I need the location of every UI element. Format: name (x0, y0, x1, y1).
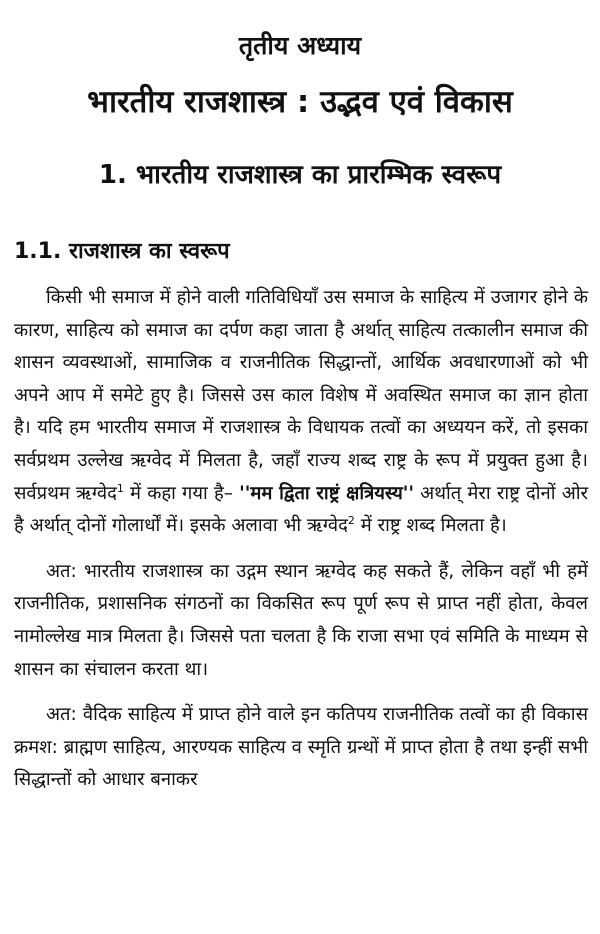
paragraph-1 (14, 282, 588, 543)
chapter-label: तृतीय अध्याय (238, 31, 362, 60)
footnote-marker-2: 2 (347, 514, 355, 528)
sanskrit-quote: ''मम द्विता राष्ट्रं क्षत्रियस्य'' (239, 482, 415, 504)
chapter-title: भारतीय राजशास्त्र : उद्भव एवं विकास (87, 84, 513, 120)
section-title: 1. भारतीय राजशास्त्र का प्रारम्भिक स्वरूप (98, 160, 502, 190)
paragraph-2: अत: भारतीय राजशास्त्र का उद्गम स्थान ऋग्वेद कह सकते हैं, लेकिन वहाँ भी हमें राजनीतिक, प्रशासनिक संगठनों का विकसित रूप पूर्ण रूप से प्राप्त नहीं होता, केवल नामोल्लेख मात्र मिलता है। जिससे पता चलता है कि राजा सभा एवं समिति के माध्यम से शासन का संचालन करता था। (14, 560, 588, 680)
paragraph-1-text-d: में राष्ट्र शब्द मिलता है। (354, 515, 507, 537)
subsection-title: 1.1. राजशास्त्र का स्वरूप (14, 239, 230, 264)
paragraph-3: अत: वैदिक साहित्य में प्राप्त होने वाले इन कतिपय राजनीतिक तत्वों का ही विकास क्रमश: ब्राह्मण साहित्य, आरण्यक साहित्य व स्मृति ग्रन्थों में प्राप्त होता है तथा इन्हीं सभी सिद्धान्तों को आधार बनाकर (14, 704, 588, 791)
footnote-marker-1: 1 (116, 481, 124, 495)
body-text (14, 282, 588, 810)
paragraph-1-text-c: अर्थात् मेरा राष्ट्र दोनों ओर है अर्थात् दोनों गोलार्धों में। इसके अलावा भी ऋग्वेद (14, 482, 589, 537)
paragraph-1-text-b: में कहा गया है– (123, 482, 240, 504)
paragraph-1-text-a: किसी भी समाज में होने वाली गतिविधियाँ उस समाज के साहित्य में उजागर होने के कारण, साहित्य को समाज का दर्पण कहा जाता है अर्थात् साहित्य तत्कालीन समाज की शासन व्यवस्थाओं, सामाजिक व राजनीतिक सिद्धान्तों, आर्थिक अवधारणाओं को भी अपने आप में समेटे हुए है। जिससे उस काल विशेष में अवस्थित समाज का ज्ञान होता है। यदि हम भारतीय समाज में राजशास्त्र के विधायक तत्वों का अध्ययन करें, तो इसका सर्वप्रथम उल्लेख ऋग्वेद में मिलता है, जहाँ राज्य शब्द राष्ट्र के रूप में प्रयुक्त हुआ है। सर्वप्रथम ऋग्वेद (14, 287, 588, 504)
